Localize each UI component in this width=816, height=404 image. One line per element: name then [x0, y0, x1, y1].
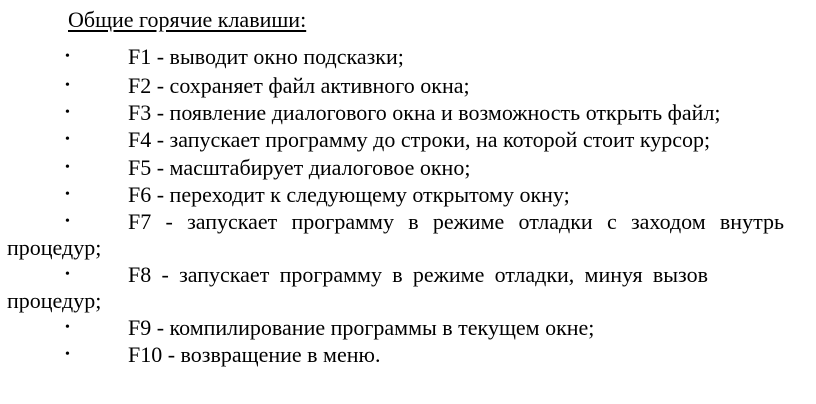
- bullet-icon: •: [65, 160, 70, 175]
- bullet-icon: •: [65, 78, 70, 93]
- list-item-text: F8 - запускает программу в режиме отладки, минуя вызов: [128, 262, 708, 287]
- bullet-icon: •: [65, 347, 70, 362]
- bullet-icon: •: [65, 267, 70, 282]
- document-heading: Общие горячие клавиши:: [68, 7, 307, 32]
- bullet-icon: •: [65, 132, 70, 147]
- list-item-text: F6 - переходит к следующему открытому окну;: [128, 182, 570, 207]
- list-item-text: F10 - возвращение в меню.: [128, 342, 381, 367]
- list-item-text: F3 - появление диалогового окна и возможность открыть файл;: [128, 100, 721, 125]
- bullet-icon: •: [65, 49, 70, 64]
- list-item-text: F1 - выводит окно подсказки;: [128, 44, 404, 69]
- list-item-text: F9 - компилирование программы в текущем окне;: [128, 315, 595, 340]
- list-item-text: F4 - запускает программу до строки, на которой стоит курсор;: [128, 127, 711, 152]
- bullet-icon: •: [65, 187, 70, 202]
- list-item-text: F2 - сохраняет файл активного окна;: [128, 73, 470, 98]
- list-item-text: F5 - масштабирует диалоговое окно;: [128, 155, 471, 180]
- bullet-icon: •: [65, 320, 70, 335]
- list-item-continuation: процедур;: [7, 288, 102, 313]
- bullet-icon: •: [65, 105, 70, 120]
- bullet-icon: •: [65, 214, 70, 229]
- list-item-text: F7 - запускает программу в режиме отладки с заходом внутрь: [128, 209, 784, 234]
- list-item-continuation: процедур;: [7, 235, 102, 260]
